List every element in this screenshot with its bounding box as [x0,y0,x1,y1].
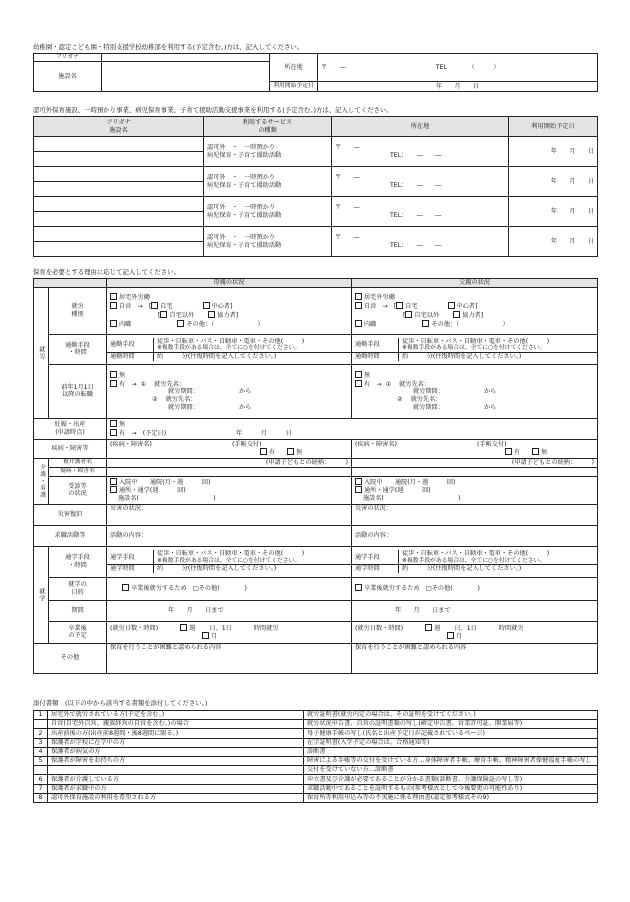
father-care-illness[interactable] [352,467,598,476]
father-disaster[interactable]: 災害の状況： [352,504,598,525]
attachment-condition [48,766,304,775]
emp-label: 就労 [71,303,84,310]
service-row [34,137,598,152]
service-address-field[interactable] [332,167,509,197]
col-service-type: の種類 [258,126,277,134]
mother-prev-job[interactable] [107,364,352,418]
attachment-document: 申立書及び介護が必要であることが分かる書類(診断書、介護保険証の写し等) [304,775,598,784]
service-address-field[interactable] [332,137,509,167]
service-row [34,227,598,242]
commute-means-label: 通学手段 [355,553,380,561]
pregnancy-field[interactable]: 無 有 → (予定日) 年 月 日 [107,418,598,439]
attachment-row [34,711,598,720]
attachment-document: 保育所等利用申込み等の不実施に係る理由書(認定参考様式その9) [304,793,598,802]
work-label: 就労 [34,287,49,418]
care-name-label: 被介護者名 [49,458,107,467]
service-option-2: 病児保育・子育て援助活動 [207,211,282,219]
checkbox[interactable] [110,302,117,309]
attachment-number: 4 [34,747,48,756]
attachment-document: 障害による手帳等の交付を受けている方…身体障害者手帳、療育手帳、精神障害者保健福祉手帳の写し [304,756,598,765]
reason-heading: 保育を必要とする理由に応じて記入してください。 [33,268,180,276]
service-option-1: 認可外 ・ 一時預かり [207,233,276,241]
attachment-row [34,784,598,793]
prev-none: 無 [364,371,371,379]
num-2: ② [397,396,403,404]
attachment-row [34,720,598,729]
handbook-issued: (手帳交付) [476,440,507,448]
service-start-field[interactable] [509,137,598,167]
prev-job-label-2: 以降の転職 [62,391,93,399]
service-furigana-field[interactable] [34,137,204,152]
address-field[interactable] [318,54,598,82]
checkbox[interactable] [532,448,539,455]
attachments-heading: 添付書類 (以下の中から該当する書類を添付してください。) [33,699,208,707]
service-facility-field[interactable] [34,182,204,197]
mother-commute[interactable] [107,334,352,364]
attachment-condition: 居宅外で就労されている方(予定を含む。) [48,711,304,720]
after-month: 月 [456,633,463,641]
emp-helper: 協力者 [462,311,481,319]
illness-name: (疾病・障害名) [355,440,397,448]
checkbox[interactable] [425,624,432,631]
checkbox[interactable] [355,302,362,309]
pregnancy-label: 妊娠・出産 [54,421,86,428]
checkbox[interactable] [355,371,362,378]
emp-piecework: 内職 [119,320,132,328]
attachment-number [34,766,48,775]
attachment-condition: 認可外保育施設の利用を希望される方 [48,793,304,802]
unlicensed-heading: 認可外保育施設、一時預かり事業、病児保育事業、子育て援助活動支援事業を利用する(予定含む。)方は、記入してください。 [33,106,393,114]
after-month: 月 [211,633,218,641]
mother-care-relation[interactable]: (申請子どもとの続柄： ) [107,458,352,467]
attachment-number: 8 [34,793,48,802]
attachment-row [34,775,598,784]
attachment-document: 求職活動中であることを証明するもの(参考様式として今後要更の可能性あり) [304,784,598,793]
attachment-number: 2 [34,729,48,738]
attachment-number: 5 [34,756,48,765]
care-facility-name: 施設名( ) [118,495,216,503]
emp-main: 中心者 [211,303,231,310]
service-start-field[interactable] [509,167,598,197]
postal-mark: 〒 ― [335,143,360,151]
service-option-2: 病児保育・子育て援助活動 [207,241,282,249]
pregnancy-label-2: (申請時点) [55,428,85,436]
prev-yes: 有 → [364,380,382,388]
date-placeholder: 年 月 日 [550,177,594,185]
start-date-field[interactable]: 年 月 日 [318,82,598,92]
attachment-condition: 保護者が病気の方 [48,747,304,756]
mother-illness[interactable] [107,439,352,458]
emp-outside: 居宅外労働 [364,294,395,302]
disaster-label: 災害復旧 [34,504,107,525]
checkbox[interactable] [110,371,117,378]
illness-yes: 有 [514,449,521,457]
school-commute-label: 通学手段 [65,554,90,561]
emp-helper: 協力者 [217,311,236,319]
checkbox[interactable] [355,478,362,485]
commute-label-2: ・時間 [68,349,87,357]
tel-label: TEL： ― ― [390,211,442,219]
care-hospital: 入院中 通院(月・週 回) [364,478,456,486]
service-furigana-field[interactable] [34,227,204,242]
num-1: ① [140,380,147,388]
service-option-1: 認可外 ・ 一時預かり [207,143,276,151]
postal-mark: 〒 ― [335,233,360,241]
attachment-document: 診断書 [304,747,598,756]
attachment-document: 就労状況申告書、自営の証明書類の写し(確定申告書、営業許可証、開業届等) [304,720,598,729]
after-day: 日、1日 [454,624,477,632]
service-option-2: 病児保育・子育て援助活動 [207,151,282,159]
other-label: その他 [34,643,107,673]
attachment-number [34,720,48,729]
school-label: 就学 [34,546,49,643]
mother-after-grad[interactable] [107,621,352,643]
service-furigana-field[interactable] [34,167,204,182]
care-facility-name: 施設名( ) [363,495,461,503]
checkbox[interactable] [177,320,184,327]
attachment-condition: 保護者が求職中の方 [48,784,304,793]
tel-label: TEL （ ） [435,63,500,71]
start-date-label: 利用開始予定日 [270,82,318,92]
emp-self: 自営 → [119,303,143,310]
commute-note: ※複数手段がある場合は、全てに○を付けてください。 [402,345,546,352]
num-2: ② [152,396,158,404]
checkbox[interactable] [448,302,455,309]
prev-period-2: 就労期間： [413,403,444,411]
after-hours: 時間就労 [253,624,279,632]
col-furigana: フリガナ [106,118,131,126]
commute-time-label: 通勤時間 [355,352,380,360]
father-jobseek[interactable]: 活動の内容： [352,525,598,546]
emp-main: 中心者 [456,303,476,310]
checkbox[interactable] [110,486,117,493]
service-facility-field[interactable] [34,242,204,257]
emp-other: その他：（ ） [431,320,509,328]
after-grad-label-2: の予定 [68,632,87,640]
attachment-row [34,793,598,802]
attachment-row [34,747,598,756]
tel-label: TEL： ― ― [390,241,442,249]
emp-outside: 居宅外労働 [119,294,150,302]
commute-note: ※複数手段がある場合は、全てに○を付けてください。 [157,345,301,352]
after-grad-label: 卒業後 [68,624,87,632]
mother-other[interactable]: 保育を行うことが困難と認められる内容 [107,643,352,673]
school-commute-label-2: ・時間 [68,561,87,569]
service-furigana-field[interactable] [34,197,204,212]
prev-none: 無 [119,371,126,379]
prev-from-2: から [483,403,497,411]
checkbox[interactable] [453,311,460,318]
service-type-field[interactable] [204,197,332,227]
attachment-condition: 出産前後の方(出産前8週間・後8週間に限る。) [48,729,304,738]
attachment-condition: 保護者が学校に在学中の方 [48,738,304,747]
father-purpose[interactable]: 卒業後就労するため □その他( ) [352,577,598,600]
tel-label: TEL： ― ― [390,151,442,159]
care-state-label-2: の状況 [68,490,87,498]
checkbox[interactable] [202,632,209,639]
commute-options: 徒歩・自転車・バス・自動車・電車・その他( ) [157,550,305,558]
emp-outside-home: 自宅以外 [414,311,440,319]
attachments-table [33,710,598,803]
emp-other: その他：（ ） [186,320,264,328]
after-week: 週 [434,624,441,632]
attachment-number: 1 [34,711,48,720]
after-days-label: (就労日数・時間) [355,624,404,632]
service-facility-field[interactable] [34,212,204,227]
checkbox[interactable] [355,320,362,327]
facility-label: 施設名 [34,62,102,92]
attachment-row [34,766,598,775]
purpose-label-2: 目的 [71,588,84,596]
attachment-document: 就労証明書(就労内定の場合は、その証明を受けてください。) [304,711,598,720]
mother-disaster[interactable]: 災害の状況： [107,504,352,525]
service-type-field[interactable] [204,137,332,167]
father-commute[interactable] [352,334,598,364]
service-start-field[interactable] [509,197,598,227]
father-care-state[interactable] [352,476,598,504]
service-row [34,167,598,182]
checkbox[interactable] [396,302,403,309]
furigana-label: フリガナ [34,54,102,62]
father-school-commute[interactable] [352,546,598,577]
checkbox[interactable] [355,486,362,493]
emp-piecework: 内職 [364,320,377,328]
kindergarten-table [33,53,598,92]
prev-period-1: 就労期間： [413,388,444,396]
date-placeholder: 年 月 日 [550,237,594,245]
commute-time-label: 通勤時間 [110,352,135,360]
father-care-relation[interactable]: (申請子どもとの続柄： ) [352,458,598,467]
father-period[interactable]: 年 月 日まで [352,600,598,621]
purpose-label: 就学の [68,581,87,588]
checkbox[interactable] [203,302,210,309]
service-address-field[interactable] [332,227,509,257]
care-state-label: 受診等 [68,482,87,490]
care-illness-label: 傷病・障害名 [49,467,107,476]
prev-from-2: から [238,403,252,411]
commute-options: 徒歩・自転車・バス・自動車・電車・その他( ) [402,337,550,345]
tel-label: TEL： ― ― [390,181,442,189]
col-address: 所在地 [332,117,509,137]
mother-period[interactable]: 年 月 日まで [107,600,352,621]
checkbox[interactable] [151,302,158,309]
checkbox[interactable] [505,448,512,455]
commute-time-value: 約 分(往復時間を記入してください。) [402,352,522,360]
attachment-condition: 保護者が介護している方 [48,775,304,784]
col-start-date: 利用開始予定日 [509,117,598,137]
checkbox[interactable] [110,293,117,300]
reason-table [33,278,598,674]
prev-name-1: 就労先名： [399,380,431,388]
commute-label: 通勤手段 [65,341,90,349]
commute-means-label: 通勤手段 [110,341,135,348]
prev-name-1: 就労先名： [154,380,186,388]
date-placeholder: 年 月 日 [550,147,594,155]
emp-home: 自宅 [160,303,173,310]
postal-mark: 〒 ― [335,203,360,211]
checkbox[interactable] [287,448,294,455]
father-header: 父親の状況 [352,279,598,288]
num-1: ① [385,380,392,388]
checkbox[interactable] [110,380,117,387]
care-facility: 通所・通学(週 回) [364,487,431,495]
father-other[interactable]: 保育を行うことが困難と認められる内容 [352,643,598,673]
commute-time-value: 約 分(往復時間を記入してください。) [157,565,277,573]
mother-care-illness[interactable] [107,467,352,476]
commute-means-label: 通勤手段 [355,341,380,348]
care-facility: 通所・通学(週 回) [119,487,186,495]
mother-care-state[interactable] [107,476,352,504]
commute-note: ※複数手段がある場合は、全てに○を付けてください。 [157,557,301,564]
attachment-number: 6 [34,775,48,784]
service-facility-field[interactable] [34,152,204,167]
prev-period-2: 就労期間： [168,403,199,411]
attachment-document: 母子健康手帳の写し(氏名と出産予定日が記載されているページ) [304,729,598,738]
service-type-field[interactable] [204,227,332,257]
checkbox[interactable] [422,320,429,327]
illness-no: 無 [541,449,548,457]
service-start-field[interactable] [509,227,598,257]
handbook-issued: (手帳交付) [231,440,262,448]
emp-home: 自宅 [405,303,418,310]
checkbox[interactable] [260,448,267,455]
attachment-row [34,756,598,765]
father-illness[interactable] [352,439,598,458]
attachment-condition: 自営(自宅外自営、親族経営の自営を含む。)の場合 [48,720,304,729]
checkbox[interactable] [447,632,454,639]
checkbox[interactable] [355,293,362,300]
commute-means-label: 通学手段 [110,553,135,561]
col-service: 利用するサービス [242,118,293,126]
service-address-field[interactable] [332,197,509,227]
checkbox[interactable] [180,624,187,631]
illness-yes: 有 [269,449,276,457]
checkbox[interactable] [160,311,167,318]
mother-jobseek[interactable]: 活動の内容： [107,525,352,546]
attachment-condition: 保護者が障害をお持ちの方 [48,756,304,765]
after-days-label: (就労日数・時間) [110,624,159,632]
checkbox[interactable] [405,311,412,318]
furigana-field[interactable] [102,54,270,62]
attachment-number: 7 [34,784,48,793]
commute-time-label: 通学時間 [355,565,380,573]
attachment-row [34,729,598,738]
period-label: 期間 [49,600,107,621]
care-hospital: 入院中 通院(月・週 回) [119,478,211,486]
commute-time-value: 約 分(往復時間を記入してください。) [402,565,522,573]
illness-name: (疾病・障害名) [110,440,152,448]
care-label: 介護・看護 [34,458,49,504]
mother-employment[interactable]: 居宅外労働 自営 → [ 自宅 中心者] [ 自宅以外 協力者] 内職 その他：（ ） [107,287,352,334]
checkbox[interactable] [110,320,117,327]
commute-time-label: 通学時間 [110,565,135,573]
date-placeholder: 年 月 日 [550,207,594,215]
father-employment[interactable]: 居宅外労働 自営 → [ 自宅 中心者] [ 自宅以外 協力者] 内職 その他：（ ） [352,287,598,334]
attachment-document: 交付を受けていない方…診断書 [304,766,598,775]
commute-options: 徒歩・自転車・バス・自動車・電車・その他( ) [157,337,305,345]
service-option-1: 認可外 ・ 一時預かり [207,203,276,211]
prev-period-1: 就労期間： [168,388,199,396]
attachment-number: 3 [34,738,48,747]
prev-from-1: から [238,388,252,396]
father-prev-job[interactable] [352,364,598,418]
after-week: 週 [189,624,196,632]
checkbox[interactable] [110,478,117,485]
commute-options: 徒歩・自転車・バス・自動車・電車・その他( ) [402,550,550,558]
commute-note: ※複数手段がある場合は、全てに○を付けてください。 [402,557,546,564]
prev-name-2: 就労先名： [410,396,442,404]
prev-from-1: から [483,388,497,396]
col-facility: 施設名 [109,126,128,134]
commute-time-value: 約 分(往復時間を記入してください。) [157,352,277,360]
prev-yes: 有 → [119,380,137,388]
service-option-2: 病児保育・子育て援助活動 [207,181,282,189]
emp-label-2: 種別 [71,310,84,318]
postal-mark: 〒 ― [321,63,346,71]
after-day: 日、1日 [209,624,232,632]
service-option-1: 認可外 ・ 一時預かり [207,173,276,181]
after-hours: 時間就労 [498,624,524,632]
prev-job-label: 前年1月1日 [61,383,94,391]
mother-purpose[interactable]: 卒業後就労するため □その他( ) [107,577,352,600]
unlicensed-table [33,116,598,257]
emp-outside-home: 自宅以外 [169,311,195,319]
prev-name-2: 就労先名： [165,396,197,404]
address-label: 所在地 [270,54,318,82]
checkbox[interactable] [208,311,215,318]
attachment-row [34,738,598,747]
jobseek-label: 求職活動等 [34,525,107,546]
father-after-grad[interactable] [352,621,598,643]
attachment-document: 在学証明書(入学予定の場合は、合格通知等) [304,738,598,747]
service-row [34,197,598,212]
service-type-field[interactable] [204,167,332,197]
checkbox[interactable] [355,380,362,387]
illness-no: 無 [296,449,303,457]
mother-school-commute[interactable] [107,546,352,577]
illness-label: 疾病・障害等 [34,439,107,458]
postal-mark: 〒 ― [335,173,360,181]
mother-header: 母親の状況 [107,279,352,288]
facility-field[interactable] [102,62,270,92]
emp-self: 自営 → [364,303,388,310]
kindergarten-heading: 幼稚園・認定こども園・特別支援学校幼稚部を利用する(予定含む。)方は、記入してください。 [33,43,304,51]
